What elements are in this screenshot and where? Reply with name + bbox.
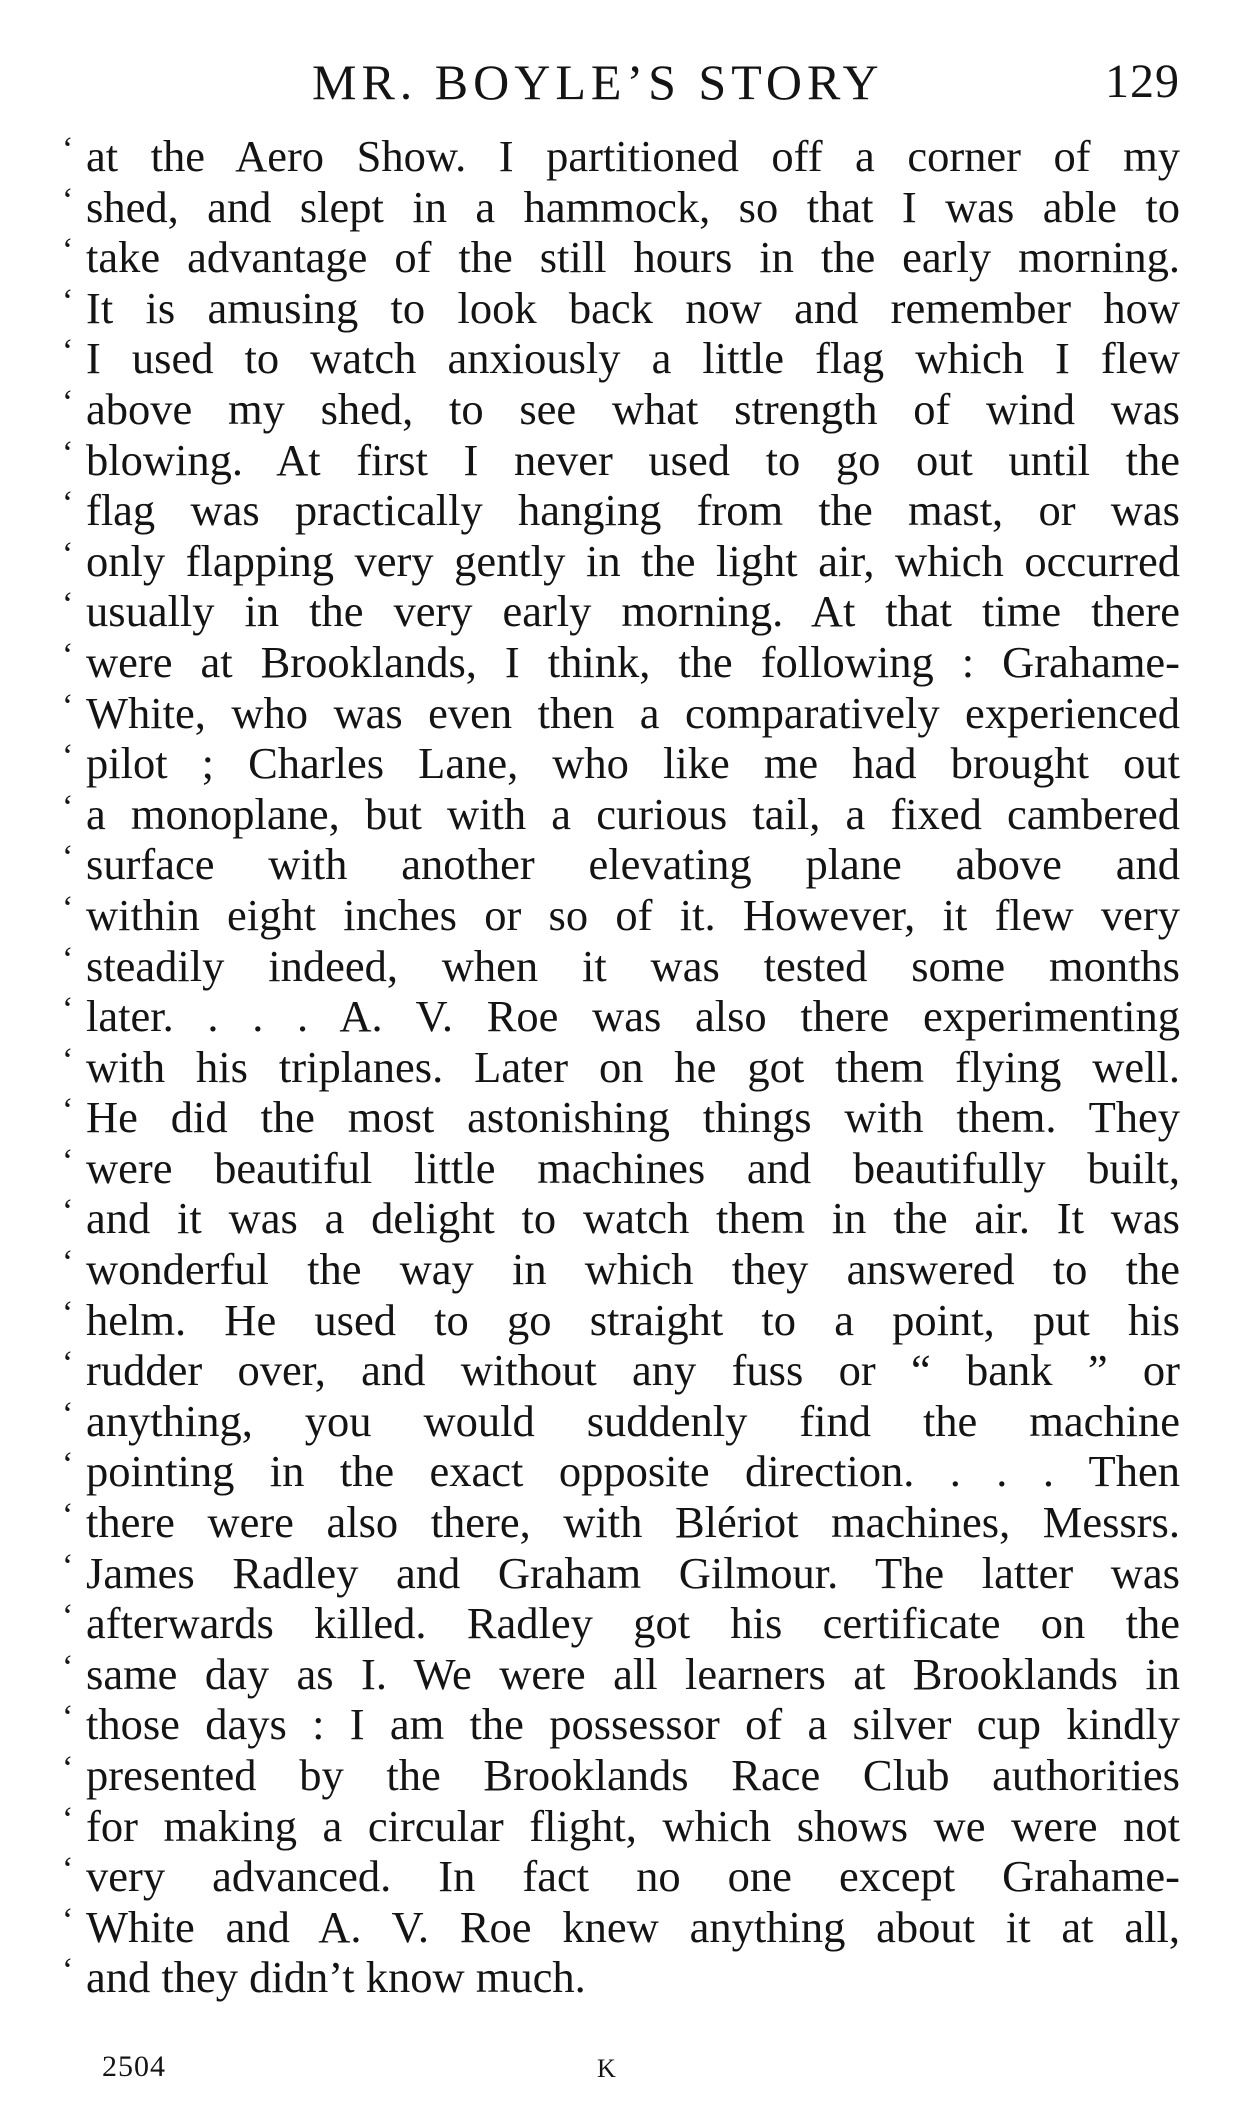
- line-text: within eight inches or so of it. However, it flew very: [86, 889, 1180, 940]
- line-text: wonderful the way in which they answered to the: [86, 1244, 1180, 1295]
- line-text: very advanced. In fact no one except Grahame-: [86, 1851, 1180, 1902]
- opening-quote-mark: ‘: [62, 1800, 74, 1838]
- opening-quote-mark: ‘: [62, 434, 74, 472]
- text-line: [62, 738, 1180, 789]
- text-line: [62, 182, 1180, 233]
- opening-quote-mark: ‘: [62, 1547, 74, 1585]
- opening-quote-mark: ‘: [62, 131, 74, 168]
- opening-quote-mark: ‘: [62, 1901, 74, 1939]
- opening-quote-mark: ‘: [62, 1598, 74, 1636]
- opening-quote-mark: ‘: [62, 788, 74, 826]
- opening-quote-mark: ‘: [62, 586, 74, 624]
- text-line: [62, 1851, 1180, 1902]
- text-line: [62, 1497, 1180, 1548]
- text-line: [62, 1801, 1180, 1852]
- line-text: those days : I am the possessor of a silver cup kindly: [86, 1699, 1180, 1750]
- text-line: [62, 941, 1180, 992]
- line-text: take advantage of the still hours in the early morning.: [86, 232, 1180, 283]
- text-line: [62, 1649, 1180, 1700]
- line-text: blowing. At first I never used to go out until the: [86, 434, 1180, 485]
- line-text: pointing in the exact opposite direction. . . . Then: [86, 1446, 1180, 1497]
- opening-quote-mark: ‘: [62, 333, 74, 371]
- opening-quote-mark: ‘: [62, 1142, 74, 1180]
- gathering-mark: K: [597, 2054, 616, 2083]
- text-line: [62, 435, 1180, 486]
- line-text: James Radley and Graham Gilmour. The latter was: [86, 1547, 1180, 1598]
- line-text: usually in the very early morning. At that time there: [86, 586, 1180, 637]
- text-line: [62, 1193, 1180, 1244]
- line-text: White and A. V. Roe knew anything about it at all,: [86, 1901, 1180, 1952]
- line-text: at the Aero Show. I partitioned off a corner of my: [86, 131, 1180, 181]
- text-line: [62, 1548, 1180, 1599]
- text-line: [62, 637, 1180, 688]
- line-text: It is amusing to look back now and remember how: [86, 282, 1180, 333]
- text-line: [62, 1699, 1180, 1750]
- opening-quote-mark: ‘: [62, 1648, 74, 1686]
- opening-quote-mark: ‘: [62, 1497, 74, 1535]
- opening-quote-mark: ‘: [62, 636, 74, 674]
- line-text: anything, you would suddenly find the machine: [86, 1395, 1180, 1446]
- text-line: [62, 333, 1180, 384]
- opening-quote-mark: ‘: [62, 940, 74, 978]
- opening-quote-mark: ‘: [62, 1750, 74, 1787]
- line-text: afterwards killed. Radley got his certificate on the: [86, 1598, 1180, 1649]
- line-text: and they didn’t know much.: [86, 1952, 586, 2003]
- opening-quote-mark: ‘: [62, 282, 74, 320]
- line-text: were at Brooklands, I think, the following : Grahame-: [86, 636, 1180, 687]
- line-text: presented by the Brooklands Race Club authorities: [86, 1750, 1180, 1800]
- line-text: He did the most astonishing things with them. They: [86, 1092, 1180, 1143]
- text-line: [62, 1750, 1180, 1801]
- text-line: [62, 1446, 1180, 1497]
- line-text: above my shed, to see what strength of wind was: [86, 383, 1180, 434]
- opening-quote-mark: ‘: [62, 535, 74, 573]
- line-text: a monoplane, but with a curious tail, a fixed cambered: [86, 788, 1180, 839]
- text-line: [62, 384, 1180, 435]
- line-text: and it was a delight to watch them in the air. It was: [86, 1193, 1180, 1244]
- text-line: [62, 283, 1180, 334]
- opening-quote-mark: ‘: [62, 181, 74, 219]
- text-line: [62, 890, 1180, 941]
- text-line: [62, 536, 1180, 587]
- text-line: [62, 1396, 1180, 1447]
- text-line: [62, 1143, 1180, 1194]
- opening-quote-mark: ‘: [62, 889, 74, 927]
- opening-quote-mark: ‘: [62, 839, 74, 877]
- line-text: there were also there, with Blériot machines, Messrs.: [86, 1497, 1180, 1548]
- line-text: steadily indeed, when it was tested some months: [86, 940, 1180, 991]
- opening-quote-mark: ‘: [62, 1294, 74, 1332]
- line-text: later. . . . A. V. Roe was also there experimenting: [86, 991, 1180, 1042]
- opening-quote-mark: ‘: [62, 738, 74, 776]
- text-line: [62, 1345, 1180, 1396]
- line-text: shed, and slept in a hammock, so that I was able to: [86, 181, 1180, 232]
- text-line: [62, 1902, 1180, 1953]
- opening-quote-mark: ‘: [62, 1395, 74, 1433]
- opening-quote-mark: ‘: [62, 383, 74, 421]
- text-line: [62, 232, 1180, 283]
- line-text: I used to watch anxiously a little flag which I flew: [86, 333, 1180, 384]
- line-text: pilot ; Charles Lane, who like me had brought out: [86, 738, 1180, 789]
- line-text: for making a circular flight, which shows we were not: [86, 1800, 1180, 1851]
- opening-quote-mark: ‘: [62, 1345, 74, 1383]
- line-text: White, who was even then a comparatively experienced: [86, 687, 1180, 738]
- line-text: helm. He used to go straight to a point, put his: [86, 1294, 1180, 1345]
- printer-signature: 2504: [102, 2050, 166, 2083]
- text-line: [62, 839, 1180, 890]
- text-line: [62, 991, 1180, 1042]
- line-text: flag was practically hanging from the mast, or was: [86, 485, 1180, 536]
- text-line: [62, 1598, 1180, 1649]
- running-title: MR. BOYLE’S STORY: [312, 54, 884, 110]
- body-text: [62, 131, 1180, 2003]
- opening-quote-mark: ‘: [62, 1244, 74, 1282]
- opening-quote-mark: ‘: [62, 1446, 74, 1484]
- line-text: same day as I. We were all learners at Brooklands in: [86, 1648, 1180, 1699]
- opening-quote-mark: ‘: [62, 1851, 74, 1889]
- text-line: [62, 1952, 1180, 2003]
- text-line: [62, 789, 1180, 840]
- line-text: were beautiful little machines and beautifully built,: [86, 1142, 1180, 1193]
- line-text: with his triplanes. Later on he got them flying well.: [86, 1041, 1180, 1092]
- opening-quote-mark: ‘: [62, 687, 74, 725]
- text-line: [62, 1295, 1180, 1346]
- line-text: only flapping very gently in the light air, which occurred: [86, 535, 1180, 586]
- line-text: surface with another elevating plane above and: [86, 839, 1180, 890]
- opening-quote-mark: ‘: [62, 1952, 74, 1990]
- line-text: rudder over, and without any fuss or “ bank ” or: [86, 1345, 1180, 1396]
- text-line: [62, 131, 1180, 182]
- opening-quote-mark: ‘: [62, 991, 74, 1029]
- text-line: [62, 1042, 1180, 1093]
- opening-quote-mark: ‘: [62, 1193, 74, 1231]
- page-number: 129: [1105, 55, 1180, 108]
- text-line: [62, 1092, 1180, 1143]
- opening-quote-mark: ‘: [62, 1092, 74, 1130]
- opening-quote-mark: ‘: [62, 1699, 74, 1737]
- text-line: [62, 485, 1180, 536]
- text-line: [62, 1244, 1180, 1295]
- opening-quote-mark: ‘: [62, 485, 74, 523]
- opening-quote-mark: ‘: [62, 232, 74, 270]
- text-line: [62, 586, 1180, 637]
- text-line: [62, 688, 1180, 739]
- opening-quote-mark: ‘: [62, 1041, 74, 1079]
- running-head: [80, 52, 1180, 112]
